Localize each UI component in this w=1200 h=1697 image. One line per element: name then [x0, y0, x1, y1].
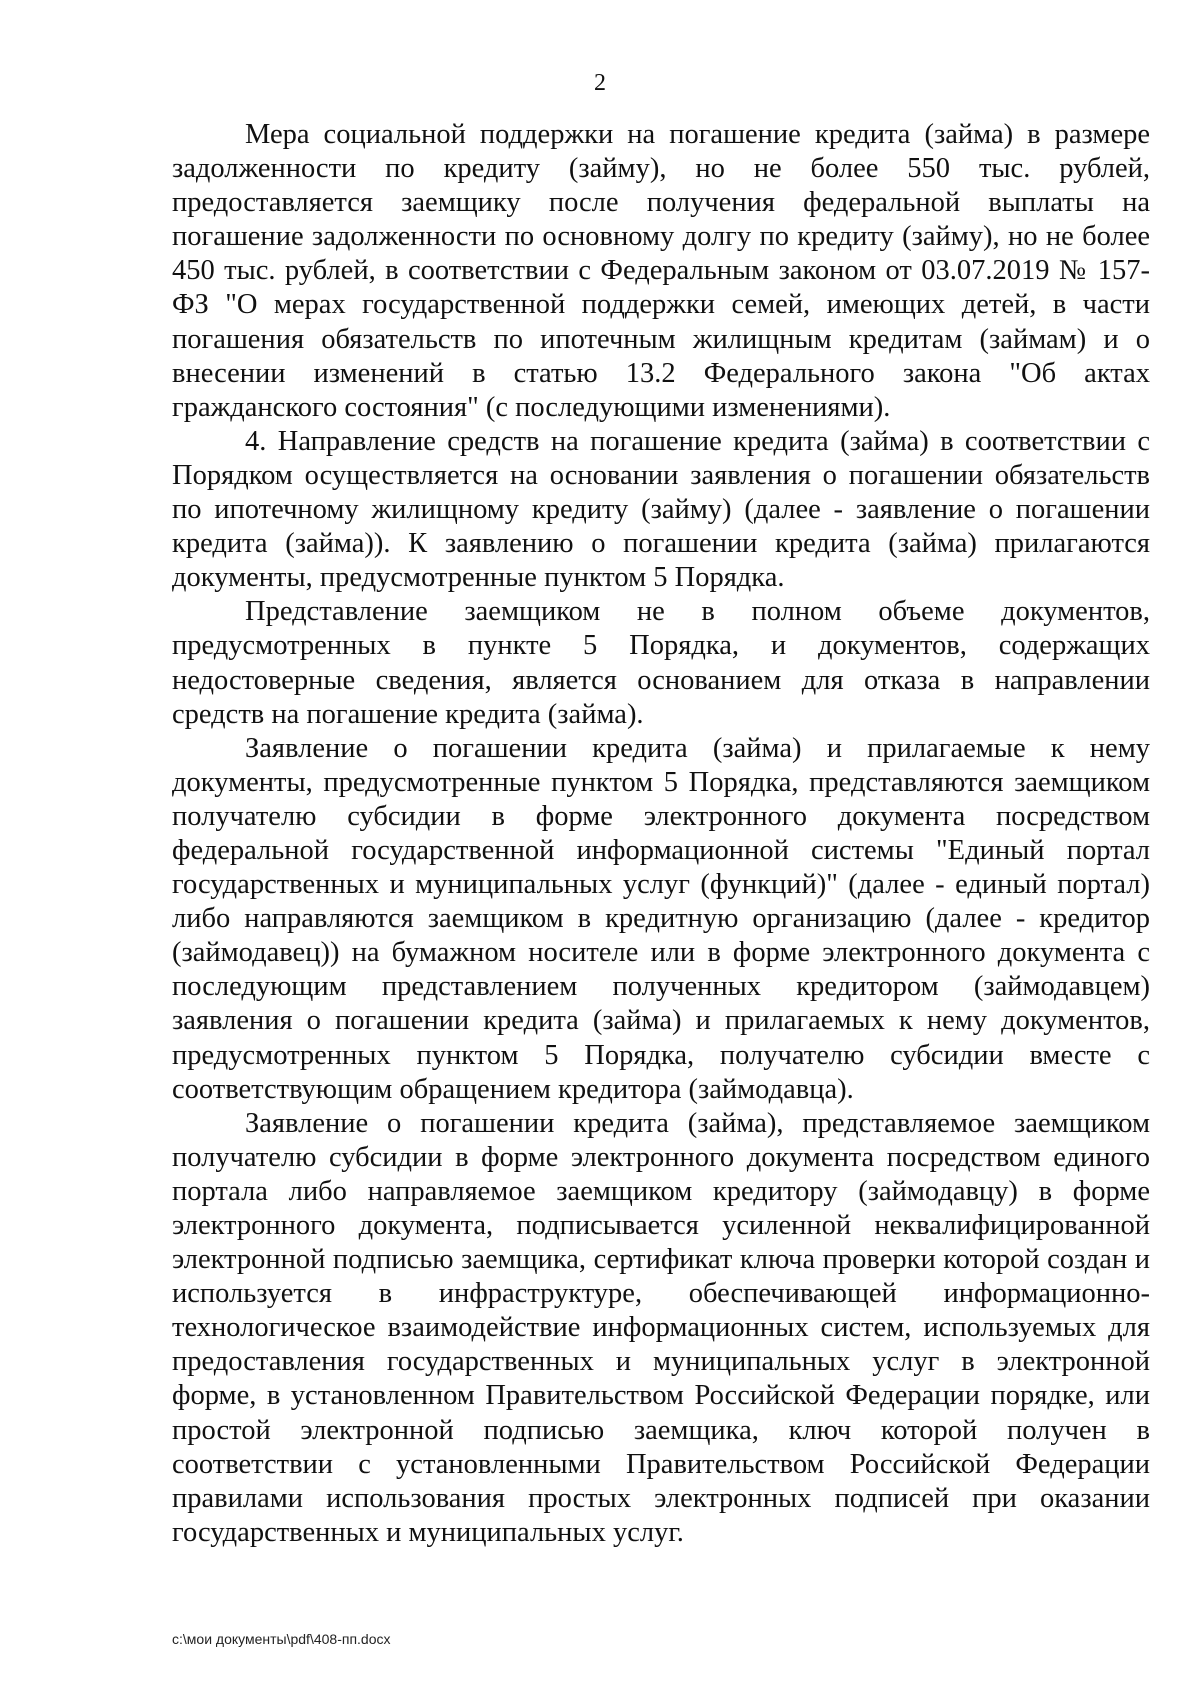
paragraph-social-support-measure: Мера социальной поддержки на погашение кредита (займа) в размере задолженности по кредиту (займу), но не более 550 тыс. рублей, предоставляется заемщику после получения федеральной выплаты на погашение задолженности по основному долгу по кредиту (займу), но не более 450 тыс. рублей, в соответствии с Федеральным законом от 03.07.2019 № 157-ФЗ "О мерах государственной поддержки семей, имеющих детей, в части погашения обязательств по ипотечным жилищным кредитам (займам) и о внесении изменений в статью 13.2 Федерального закона "Об актах гражданского состояния" (с последующими изменениями).: [172, 119, 1150, 423]
paragraph-clause-4: 4. Направление средств на погашение кредита (займа) в соответствии с Порядком осуществляется на основании заявления о погашении обязательств по ипотечному жилищному кредиту (займу) (далее - заявление о погашении кредита (займа)). К заявлению о погашении кредита (займа) прилагаются документы, предусмотренные пунктом 5 Порядка.: [172, 425, 1150, 594]
document-body: [172, 118, 1150, 1550]
footer-file-path: c:\мои документы\pdf\408-пп.docx: [172, 1631, 391, 1647]
paragraph-incomplete-documents: Представление заемщиком не в полном объеме документов, предусмотренных в пункте 5 Порядка, и документов, содержащих недостоверные сведения, является основанием для отказа в направлении средств на погашение кредита (займа).: [172, 596, 1150, 730]
paragraph-application-submission: Заявление о погашении кредита (займа) и прилагаемые к нему документы, предусмотренные пунктом 5 Порядка, представляются заемщиком получателю субсидии в форме электронного документа посредством федеральной государственной информационной системы "Единый портал государственных и муниципальных услуг (функций)" (далее - единый портал) либо направляются заемщиком в кредитную организацию (далее - кредитор (займодавец)) на бумажном носителе или в форме электронного документа с последующим представлением полученных кредитором (займодавцем) заявления о погашении кредита (займа) и прилагаемых к нему документов, предусмотренных пунктом 5 Порядка, получателю субсидии вместе с соответствующим обращением кредитора (займодавца).: [172, 732, 1150, 1105]
page-number: 2: [594, 70, 606, 96]
paragraph-electronic-signature: Заявление о погашении кредита (займа), представляемое заемщиком получателю субсидии в форме электронного документа посредством единого портала либо направляемое заемщиком кредитору (займодавцу) в форме электронного документа, подписывается усиленной неквалифицированной электронной подписью заемщика, сертификат ключа проверки которой создан и используется в инфраструктуре, обеспечивающей информационно-технологическое взаимодействие информационных систем, используемых для предоставления государственных и муниципальных услуг в электронной форме, в установленном Правительством Российской Федерации порядке, или простой электронной подписью заемщика, ключ которой получен в соответствии с установленными Правительством Российской Федерации правилами использования простых электронных подписей при оказании государственных и муниципальных услуг.: [172, 1107, 1150, 1548]
